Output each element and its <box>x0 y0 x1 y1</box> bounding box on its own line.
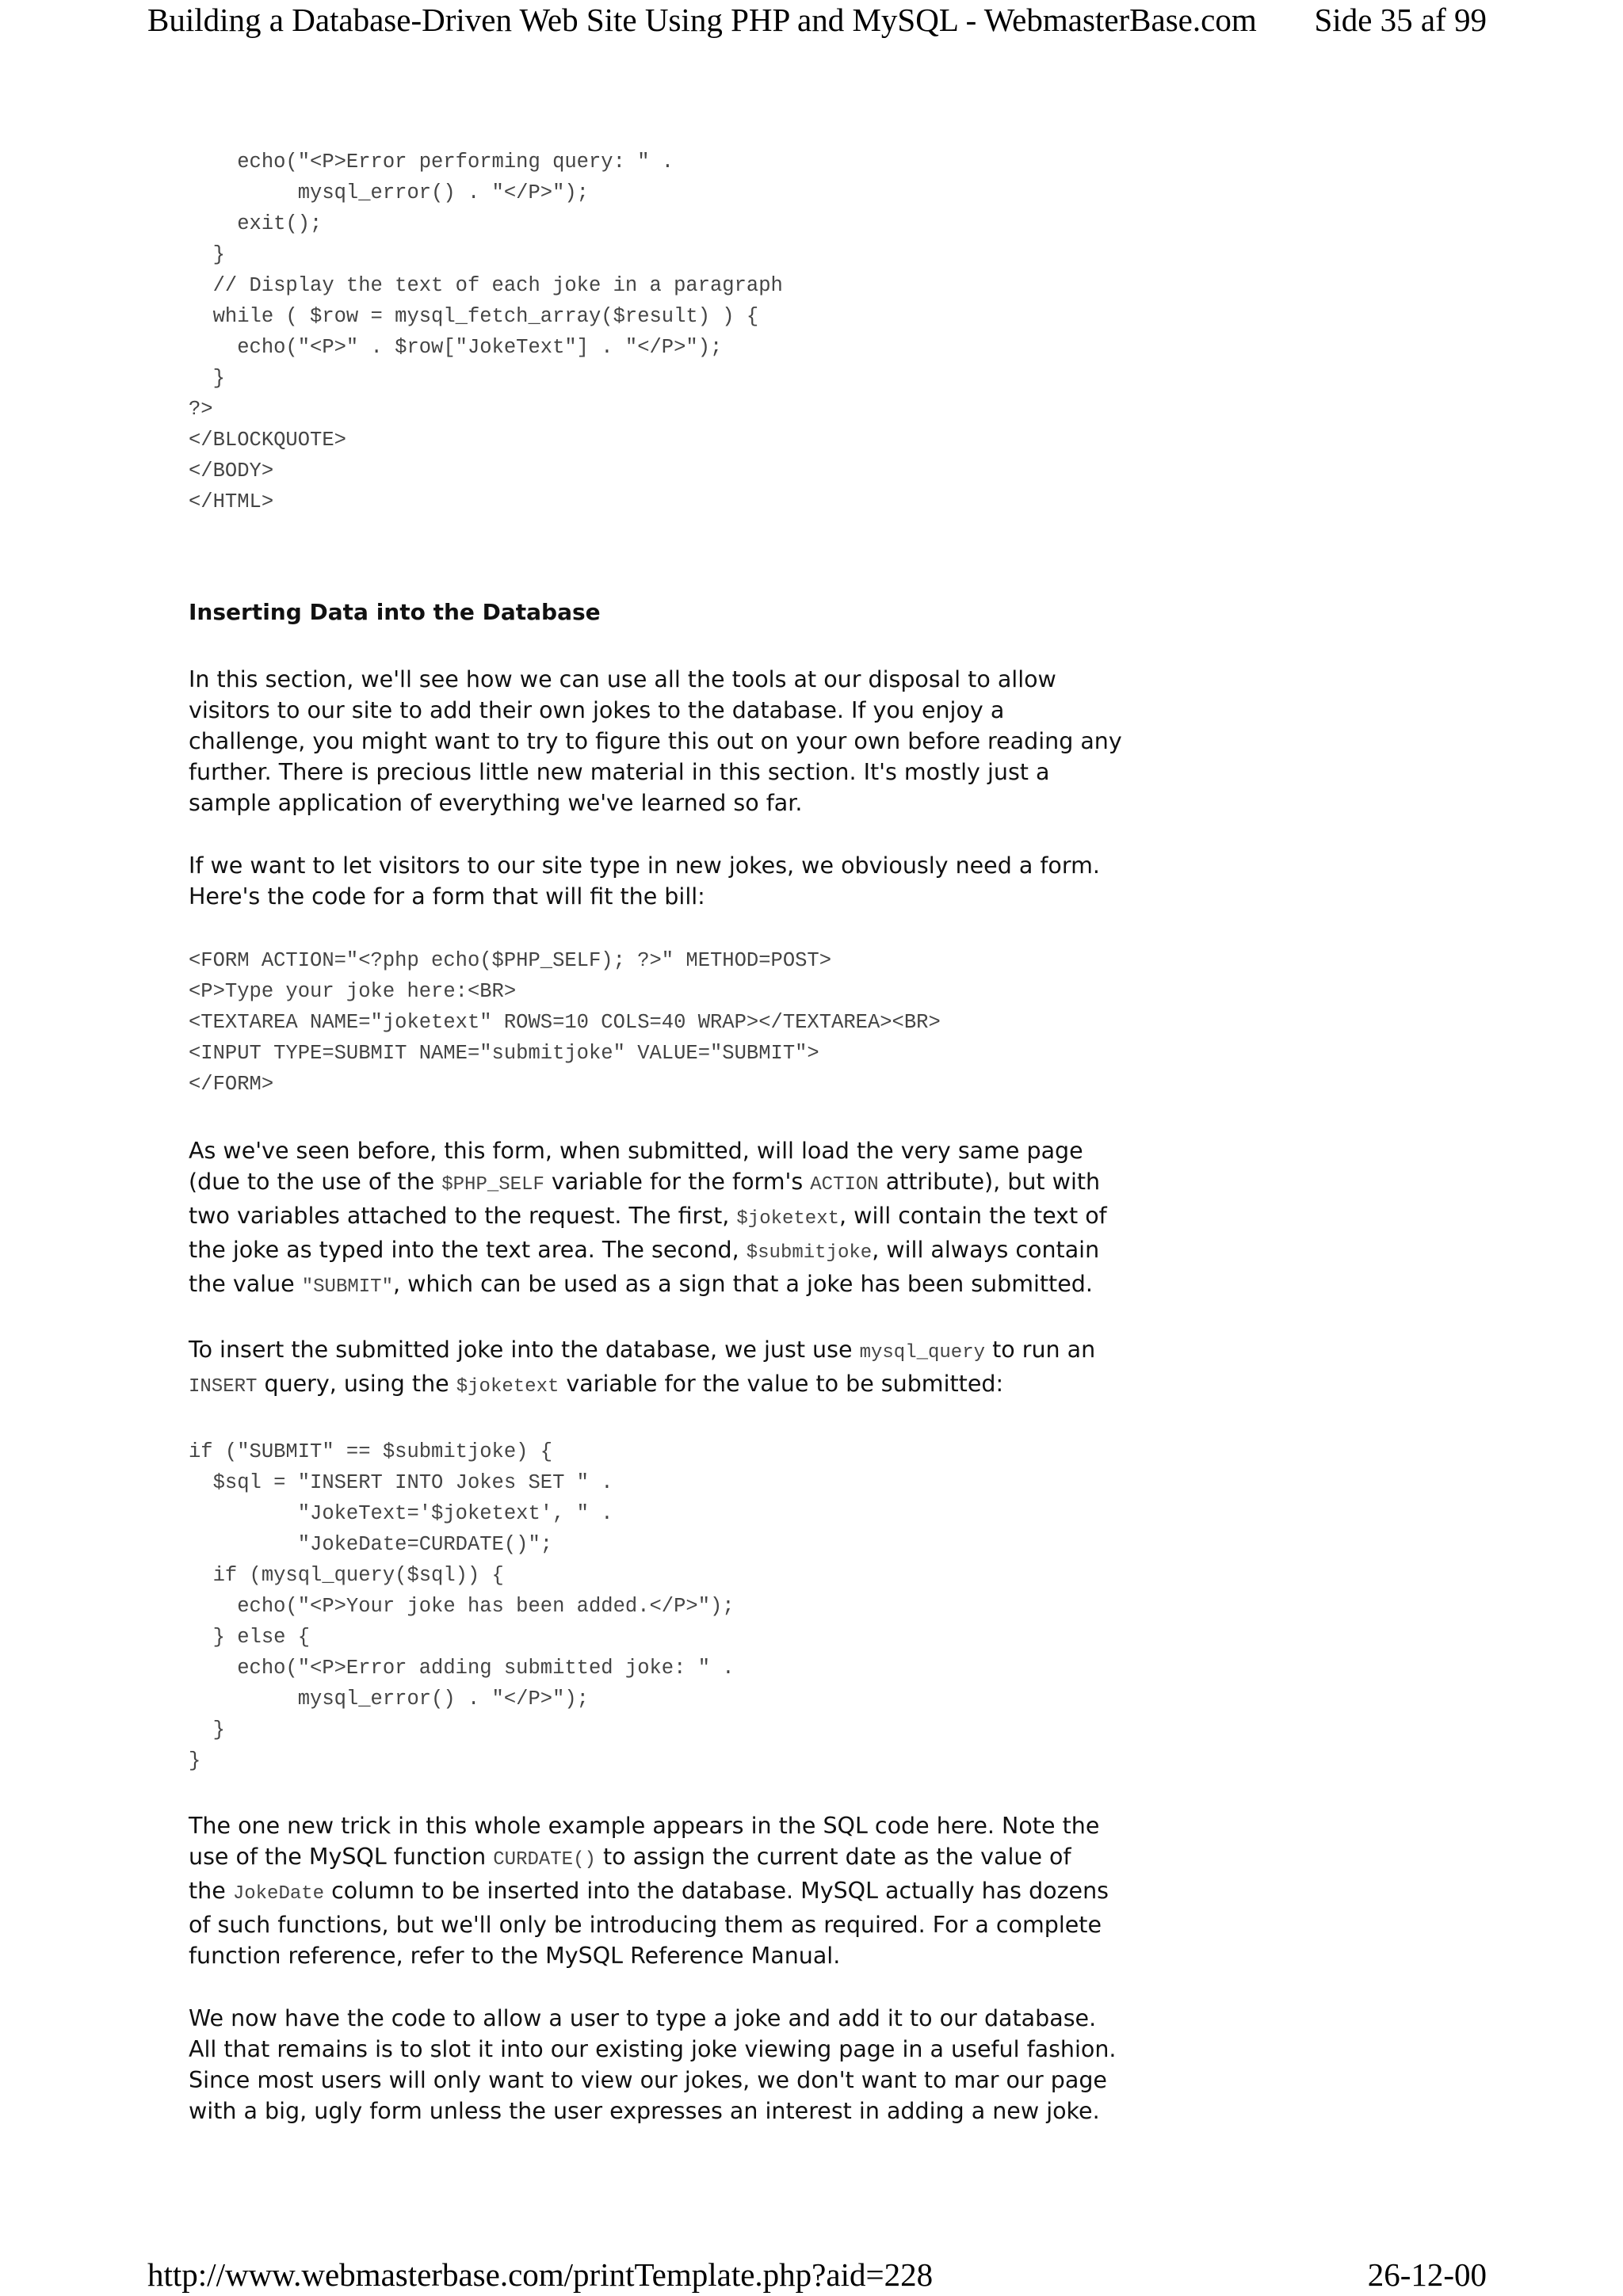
code-line: mysql_error() . "</P>"); <box>189 1688 589 1711</box>
inline-code: "SUBMIT" <box>301 1276 393 1298</box>
running-footer <box>147 2255 1487 2296</box>
paragraph-text: As we've seen before, this form, when submitted, will load the very same page (due to the use of the <box>189 1138 1083 1195</box>
print-date: 26-12-00 <box>1367 2256 1487 2293</box>
document-title: Building a Database-Driven Web Site Using PHP and MySQL - WebmasterBase.com <box>147 2 1257 38</box>
code-line: } <box>189 243 225 266</box>
code-line: </BODY> <box>189 460 274 482</box>
section-heading: Inserting Data into the Database <box>189 599 601 625</box>
code-line: </HTML> <box>189 490 274 513</box>
code-line: } <box>189 1749 201 1772</box>
paragraph-insert-intro <box>189 1334 1314 1402</box>
paragraph-text: to assign the current date as the value of the <box>189 1844 1071 1904</box>
code-line: } <box>189 1718 225 1741</box>
paragraph-text: to run an <box>992 1337 1096 1363</box>
code-line: exit(); <box>189 212 323 235</box>
article-content <box>189 147 1314 2126</box>
code-line: <P>Type your joke here:<BR> <box>189 980 517 1003</box>
page-number: Side 35 af 99 <box>1314 2 1487 38</box>
paragraph-text: The one new trick in this whole example appears in the SQL code here. Note the use of the MySQL function <box>189 1813 1100 1870</box>
code-line: </BLOCKQUOTE> <box>189 429 346 452</box>
inline-code: $joketext <box>736 1208 840 1230</box>
inline-code: INSERT <box>189 1376 258 1398</box>
code-line: <INPUT TYPE=SUBMIT NAME="submitjoke" VALUE="SUBMIT"> <box>189 1042 819 1065</box>
code-block-insert <box>189 1436 1314 1776</box>
paragraph-next-steps: We now have the code to allow a user to type a joke and add it to our database. All that remains is to slot it into our existing joke viewing page in a useful fashion. Since most users will only want to view our jokes, we don't want to mar our page with a big, ugly form unless the user expresses an interest in adding a new joke. <box>189 2005 1117 2124</box>
code-line: </FORM> <box>189 1073 274 1096</box>
paragraph-text: , will contain the text of the joke as typed into the text area. The second, <box>189 1203 1107 1263</box>
code-block-form <box>189 945 1314 1100</box>
paragraph-form-explanation <box>189 1135 1314 1302</box>
code-line: <TEXTAREA NAME="joketext" ROWS=10 COLS=40 WRAP></TEXTAREA><BR> <box>189 1011 941 1034</box>
paragraph-text: variable for the form's <box>544 1169 811 1195</box>
code-line: } <box>189 367 225 390</box>
inline-code: CURDATE() <box>493 1849 596 1871</box>
paragraph-curdate <box>189 1810 1314 1971</box>
code-line: $sql = "INSERT INTO Jokes SET " . <box>189 1471 613 1494</box>
code-line: while ( $row = mysql_fetch_array($result) ) { <box>189 305 759 328</box>
code-line: echo("<P>Error adding submitted joke: " . <box>189 1657 735 1680</box>
code-line: echo("<P>Your joke has been added.</P>"); <box>189 1595 735 1618</box>
paragraph-text: variable for the value to be submitted: <box>559 1371 1004 1397</box>
inline-code: $PHP_SELF <box>441 1174 544 1196</box>
code-line: echo("<P>Error performing query: " . <box>189 151 674 174</box>
inline-code: JokeDate <box>232 1883 325 1905</box>
code-block-display-jokes <box>189 147 1314 517</box>
paragraph-text: column to be inserted into the database. MySQL actually has dozens of such functions, but we'll only be introducing them as required. For a complete function reference, refer to the MySQL Reference Manual. <box>189 1878 1109 1969</box>
paragraph-form-need: If we want to let visitors to our site type in new jokes, we obviously need a form. Here's the code for a form that will fit the bill: <box>189 852 1100 910</box>
paragraph-text: To insert the submitted joke into the database, we just use <box>189 1337 860 1363</box>
inline-code: $joketext <box>456 1376 559 1398</box>
code-line: if (mysql_query($sql)) { <box>189 1564 504 1587</box>
code-line: // Display the text of each joke in a paragraph <box>189 274 783 297</box>
inline-code: ACTION <box>810 1174 879 1196</box>
paragraph-intro: In this section, we'll see how we can use all the tools at our disposal to allow visitors to our site to add their own jokes to the database. If you enjoy a challenge, you might want to try to figure this out on your own before reading any further. There is precious little new material in this section. It's mostly just a sample application of everything we've learned so far. <box>189 666 1122 816</box>
code-line: ?> <box>189 398 213 421</box>
code-line: "JokeDate=CURDATE()"; <box>189 1533 553 1556</box>
code-line: } else { <box>189 1626 311 1649</box>
paragraph-text: attribute), but with two variables attached to the request. The first, <box>189 1169 1101 1229</box>
inline-code: mysql_query <box>859 1342 986 1363</box>
code-line: "JokeText='$joketext', " . <box>189 1502 613 1525</box>
paragraph-text: , which can be used as a sign that a joke has been submitted. <box>392 1271 1093 1297</box>
code-line: if ("SUBMIT" == $submitjoke) { <box>189 1440 553 1463</box>
inline-code: $submitjoke <box>746 1242 873 1264</box>
paragraph-text: , will always contain the value <box>189 1237 1100 1297</box>
source-url: http://www.webmasterbase.com/printTemplate.php?aid=228 <box>147 2256 934 2293</box>
running-header <box>147 0 1487 44</box>
code-line: mysql_error() . "</P>"); <box>189 181 589 204</box>
code-line: <FORM ACTION="<?php echo($PHP_SELF); ?>" METHOD=POST> <box>189 949 832 972</box>
code-line: echo("<P>" . $row["JokeText"] . "</P>"); <box>189 336 723 359</box>
paragraph-text: query, using the <box>257 1371 456 1397</box>
